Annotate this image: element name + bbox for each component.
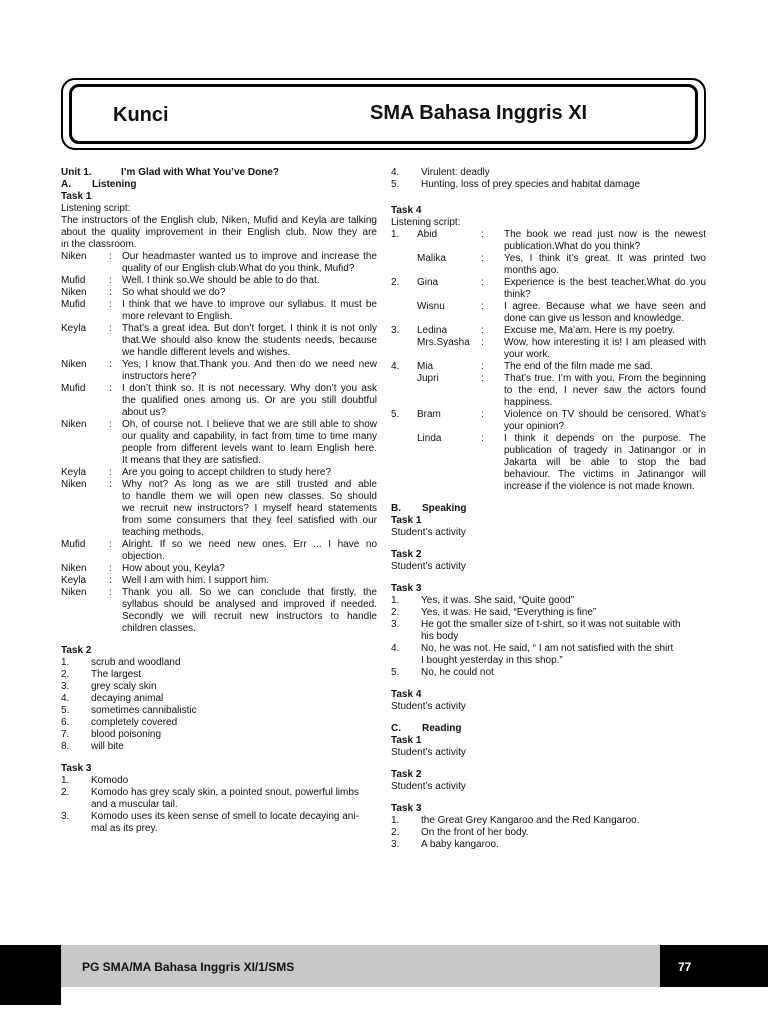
speaker-name: Niken	[61, 563, 87, 574]
speaker-name: Niken	[61, 479, 87, 490]
task-heading: Task 2	[61, 645, 92, 656]
colon: :	[109, 299, 112, 310]
dialogue-text	[122, 299, 377, 323]
dialogue-turn	[61, 575, 377, 587]
dialogue-turn	[61, 359, 377, 383]
dialogue-line: Yes, I know that.Thank you. And then do we need new	[122, 359, 377, 370]
item-number: 7.	[61, 729, 70, 740]
item-number: 4.	[391, 361, 400, 372]
task-answer: Student’s activity	[391, 781, 466, 792]
answer-list	[61, 657, 377, 753]
item-text	[421, 667, 706, 679]
speaker-name: Niken	[61, 419, 87, 430]
item-line: and a muscular tail.	[91, 799, 178, 810]
item-number: 1.	[61, 657, 70, 668]
dialogue-turn	[61, 539, 377, 563]
dialogue-line: It means that they are satisfied.	[122, 455, 261, 466]
task-answer: Student’s activity	[391, 561, 466, 572]
item-number: 3.	[61, 811, 70, 822]
speaker-name: Gina	[417, 277, 439, 288]
colon: :	[109, 419, 112, 430]
dialogue-turn	[391, 337, 706, 361]
dialogue-list	[61, 251, 377, 635]
answer-list	[61, 775, 377, 835]
colon: :	[109, 539, 112, 550]
dialogue-line: Well I am with him. I support him.	[122, 575, 270, 586]
dialogue-line: Yes, I think it’s great. It was printed two	[504, 253, 706, 264]
item-line: blood poisoning	[91, 729, 162, 740]
item-line: grey scaly skin	[91, 681, 157, 692]
intro-line: about the quality improvement in their English club. Now they are	[61, 227, 377, 238]
item-text	[91, 693, 377, 705]
dialogue-turn	[61, 563, 377, 575]
item-number: 1.	[391, 229, 400, 240]
dialogue-turn	[391, 409, 706, 433]
dialogue-line: your work.	[504, 349, 551, 360]
section-title: Speaking	[422, 503, 467, 514]
item-number: 1.	[391, 815, 400, 826]
dialogue-turn	[391, 361, 706, 373]
dialogue-turn	[391, 301, 706, 325]
dialogue-line: about us?	[122, 407, 166, 418]
dialogue-turn	[391, 373, 706, 409]
colon: :	[481, 337, 484, 348]
dialogue-turn	[391, 277, 706, 301]
dialogue-text	[504, 433, 706, 493]
item-text	[421, 607, 706, 619]
dialogue-text	[122, 563, 377, 575]
item-number: 3.	[391, 619, 400, 630]
list-item	[61, 717, 377, 729]
dialogue-line: people from different levels want to learn English here.	[122, 443, 377, 454]
list-item	[391, 839, 706, 851]
item-text	[421, 827, 706, 839]
item-text	[421, 643, 706, 667]
dialogue-text	[504, 301, 706, 325]
item-text	[91, 787, 377, 811]
item-number: 4.	[391, 167, 400, 178]
item-text	[91, 729, 377, 741]
dialogue-line: I think it depends on the purpose. The	[504, 433, 706, 444]
item-line: his body	[421, 631, 459, 642]
task-heading: Task 1	[391, 735, 422, 746]
task-heading: Task 3	[391, 803, 422, 814]
dialogue-line: The book we read just now is the newest	[504, 229, 706, 240]
colon: :	[481, 373, 484, 384]
dialogue-text	[504, 361, 706, 373]
task-heading: Task 2	[391, 549, 422, 560]
list-item	[391, 607, 706, 619]
item-text	[421, 839, 706, 851]
footer-page-block	[660, 945, 768, 987]
speaker-name: Niken	[61, 359, 87, 370]
header-right-title: SMA Bahasa Inggris XI	[370, 102, 588, 124]
task-heading: Task 4	[391, 205, 422, 216]
dialogue-line: I don’t think so. It is not necessary. Why don’t you ask	[122, 383, 377, 394]
dialogue-turn	[61, 323, 377, 359]
item-line: the Great Grey Kangaroo and the Red Kangaroo.	[421, 815, 640, 826]
item-number: 4.	[391, 643, 400, 654]
item-line: completely covered	[91, 717, 178, 728]
list-item	[391, 827, 706, 839]
dialogue-line: syllabus should be analysed and improved if needed.	[122, 599, 377, 610]
item-number: 1.	[391, 595, 400, 606]
colon: :	[481, 277, 484, 288]
list-item	[61, 775, 377, 787]
colon: :	[109, 383, 112, 394]
dialogue-line: our quality and capability, in fact from time to time many	[122, 431, 377, 442]
item-text	[421, 815, 706, 827]
item-line: sometimes cannibalistic	[91, 705, 197, 716]
item-text	[421, 167, 706, 179]
dialogue-line: increase if the violence is not made known.	[504, 481, 695, 492]
item-line: The largest	[91, 669, 142, 680]
dialogue-line: Why not? As long as we are still trusted and able	[122, 479, 377, 490]
item-line: I bought yesterday in this shop.”	[421, 655, 563, 666]
dialogue-turn	[61, 479, 377, 539]
speaker-name: Niken	[61, 287, 87, 298]
section-letter: A.	[61, 179, 71, 190]
item-number	[391, 337, 417, 361]
dialogue-line: Jakarta will be able to stop the bad	[504, 457, 706, 468]
dialogue-turn	[61, 419, 377, 467]
colon: :	[481, 361, 484, 372]
right-column	[391, 167, 706, 851]
dialogue-line: Well. I think so.We should be able to do that.	[122, 275, 320, 286]
item-text	[91, 741, 377, 753]
speaker-name: Mufid	[61, 539, 86, 550]
dialogue-line: to the end, I never saw the actors found	[504, 385, 706, 396]
speaker-name: Jupri	[417, 373, 439, 384]
list-item	[391, 619, 706, 643]
unit-label: Unit 1.	[61, 167, 92, 178]
dialogue-line: happiness.	[504, 397, 553, 408]
dialogue-turn	[61, 383, 377, 419]
colon: :	[481, 229, 484, 240]
item-line: decaying animal	[91, 693, 164, 704]
answer-list	[391, 167, 706, 191]
item-line: Komodo	[91, 775, 129, 786]
dialogue-line: Excuse me, Ma’am. Here is my poetry.	[504, 325, 675, 336]
colon: :	[481, 433, 484, 444]
list-item	[391, 179, 706, 191]
task-heading: Task 2	[391, 769, 422, 780]
dialogue-text	[504, 253, 706, 277]
colon: :	[109, 359, 112, 370]
colon: :	[109, 587, 112, 598]
list-item	[391, 667, 706, 679]
colon: :	[109, 287, 112, 298]
dialogue-line: we handle different levels and wishes.	[122, 347, 291, 358]
dialogue-line: Experience is the best teacher.What do you	[504, 277, 706, 288]
task-heading: Task 3	[391, 583, 422, 594]
dialogue-turn	[61, 275, 377, 287]
dialogue-line: publication.What do you think?	[504, 241, 641, 252]
task-answer: Student’s activity	[391, 747, 466, 758]
task-heading: Task 3	[61, 763, 92, 774]
dialogue-text	[122, 323, 377, 359]
dialogue-text	[122, 467, 377, 479]
script-label: Listening script:	[61, 203, 131, 214]
dialogue-text	[122, 251, 377, 275]
dialogue-turn	[391, 325, 706, 337]
speaker-name: Niken	[61, 587, 87, 598]
dialogue-turn	[61, 251, 377, 275]
section-b-heading	[391, 503, 706, 515]
dialogue-line: Thank you all. So we can conclude that firstly, the	[122, 587, 377, 598]
dialogue-line: Secondly we will recruit new instructors to handle	[122, 611, 377, 622]
dialogue-line: That’s a great idea. But don’t forget. I think it is not only	[122, 323, 377, 334]
speaker-name: Keyla	[61, 575, 87, 586]
item-number: 5.	[391, 409, 400, 420]
header-left-title: Kunci	[113, 104, 169, 126]
item-number	[391, 373, 417, 409]
section-a-heading	[61, 179, 377, 191]
section-letter: C.	[391, 723, 401, 734]
dialogue-text	[122, 275, 377, 287]
item-number: 2.	[391, 277, 400, 288]
script-label: Listening script:	[391, 217, 461, 228]
dialogue-text	[122, 359, 377, 383]
colon: :	[481, 325, 484, 336]
list-item	[61, 787, 377, 811]
item-text	[421, 595, 706, 607]
unit-title: I’m Glad with What You’ve Done?	[121, 167, 279, 178]
colon: :	[109, 575, 112, 586]
list-item	[61, 669, 377, 681]
speaker-name: Mufid	[61, 299, 86, 310]
item-line: No, he could not	[421, 667, 494, 678]
item-text	[421, 619, 706, 643]
colon: :	[109, 563, 112, 574]
list-item	[391, 815, 706, 827]
dialogue-line: objection.	[122, 551, 165, 562]
dialogue-line: Are you going to accept children to study here?	[122, 467, 332, 478]
dialogue-line: behaviour. The victims in Jatinangor will	[504, 469, 706, 480]
dialogue-line: teaching methods.	[122, 527, 204, 538]
item-number: 2.	[61, 787, 70, 798]
list-item	[61, 729, 377, 741]
speaker-name: Mufid	[61, 383, 86, 394]
intro-line: in the classroom.	[61, 239, 137, 250]
item-line: will bite	[91, 741, 124, 752]
colon: :	[109, 251, 112, 262]
page-number: 77	[678, 960, 692, 974]
dialogue-line: we recruit new instructors? I myself heard statements	[122, 503, 377, 514]
dialogue-line: Oh, of course not. I believe that we are still able to show	[122, 419, 377, 430]
dialogue-text	[122, 479, 377, 539]
item-number	[391, 301, 417, 325]
dialogue-line: Alright. If so we need new ones. Err ... I have no	[122, 539, 377, 550]
dialogue-line: months ago.	[504, 265, 560, 276]
section-letter: B.	[391, 503, 401, 514]
dialogue-text	[504, 325, 706, 337]
dialogue-text	[122, 575, 377, 587]
speaker-name: Bram	[417, 409, 441, 420]
item-text	[91, 657, 377, 669]
dialogue-turn	[391, 253, 706, 277]
item-line: Yes, it was. She said, “Quite good”	[421, 595, 575, 606]
speaker-name: Niken	[61, 251, 87, 262]
item-line: A baby kangaroo.	[421, 839, 499, 850]
item-number: 3.	[61, 681, 70, 692]
answer-list	[391, 595, 706, 679]
dialogue-turn	[61, 467, 377, 479]
item-line: He got the smaller size of t-shirt, so it was not suitable with	[421, 619, 681, 630]
item-text	[91, 775, 377, 787]
speaker-name: Mrs.Syasha	[417, 337, 470, 348]
footer-title: PG SMA/MA Bahasa Inggris XI/1/SMS	[82, 960, 295, 974]
item-number: 6.	[61, 717, 70, 728]
header-inner-frame	[69, 84, 698, 144]
dialogue-line: So what should we do?	[122, 287, 226, 298]
footer-left-block	[0, 945, 61, 1005]
dialogue-line: your opinion?	[504, 421, 565, 432]
dialogue-line: The end of the film made me sad.	[504, 361, 653, 372]
dialogue-text	[504, 337, 706, 361]
item-number: 2.	[391, 827, 400, 838]
dialogue-line: think?	[504, 289, 531, 300]
item-line: No, he was not. He said, “ I am not satisfied with the shirt	[421, 643, 674, 654]
dialogue-line: more relevant to English.	[122, 311, 233, 322]
dialogue-text	[504, 277, 706, 301]
dialogue-line: from some consumers that they feel satisfied with our	[122, 515, 377, 526]
list-item	[391, 643, 706, 667]
item-number	[391, 253, 417, 277]
item-line: Komodo uses its keen sense of smell to locate decaying ani-	[91, 811, 359, 822]
dialogue-text	[504, 229, 706, 253]
colon: :	[109, 323, 112, 334]
list-item	[61, 657, 377, 669]
dialogue-text	[122, 383, 377, 419]
dialogue-turn	[61, 287, 377, 299]
item-text	[91, 811, 377, 835]
intro-paragraph	[61, 215, 377, 251]
dialogue-turn	[391, 433, 706, 493]
dialogue-list	[391, 229, 706, 493]
item-number: 5.	[61, 705, 70, 716]
dialogue-line: quality of our English club.What do you think, Mufid?	[122, 263, 355, 274]
item-text	[91, 717, 377, 729]
task-heading: Task 4	[391, 689, 422, 700]
item-text	[91, 669, 377, 681]
speaker-name: Mufid	[61, 275, 86, 286]
speaker-name: Malika	[417, 253, 446, 264]
colon: :	[481, 301, 484, 312]
task-answer: Student’s activity	[391, 701, 466, 712]
list-item	[391, 595, 706, 607]
item-text	[91, 681, 377, 693]
item-number: 3.	[391, 325, 400, 336]
colon: :	[109, 275, 112, 286]
item-line: scrub and woodland	[91, 657, 181, 668]
speaker-name: Abid	[417, 229, 438, 240]
dialogue-text	[122, 287, 377, 299]
dialogue-text	[122, 539, 377, 563]
item-number: 4.	[61, 693, 70, 704]
item-text	[91, 705, 377, 717]
dialogue-line: publication of tragedy in Jatinangor or in	[504, 445, 706, 456]
item-number: 2.	[391, 607, 400, 618]
item-text	[421, 179, 706, 191]
list-item	[61, 705, 377, 717]
item-line: Hunting, loss of prey species and habitat damage	[421, 179, 641, 190]
colon: :	[109, 479, 112, 490]
dialogue-turn	[61, 587, 377, 635]
dialogue-line: I agree. Because what we have seen and	[504, 301, 706, 312]
dialogue-line: Violence on TV should be censored. What’s	[504, 409, 706, 420]
speaker-name: Keyla	[61, 467, 87, 478]
dialogue-turn	[391, 229, 706, 253]
task-answer: Student’s activity	[391, 527, 466, 538]
speaker-name: Ledina	[417, 325, 448, 336]
dialogue-line: to handle them we will open new classes. So should	[122, 491, 377, 502]
dialogue-line: How about you, Keyla?	[122, 563, 225, 574]
dialogue-text	[122, 587, 377, 635]
section-title: Reading	[422, 723, 462, 734]
speaker-name: Wisnu	[417, 301, 445, 312]
dialogue-line: done can give us lesson and knowledge.	[504, 313, 685, 324]
dialogue-line: that.We should also know the students needs, because	[122, 335, 377, 346]
dialogue-line: Wow, how interesting it is! I am pleased with	[504, 337, 706, 348]
task-heading: Task 1	[391, 515, 422, 526]
dialogue-line: I think that we have to improve our syllabus. It must be	[122, 299, 377, 310]
section-c-heading	[391, 723, 706, 735]
list-item	[61, 681, 377, 693]
item-number: 8.	[61, 741, 70, 752]
dialogue-line: children classes.	[122, 623, 196, 634]
dialogue-line: That’s true. I’m with you. From the beginning	[504, 373, 706, 384]
dialogue-line: the qualified ones among us. Or are you still doubtful	[122, 395, 377, 406]
item-number: 5.	[391, 667, 400, 678]
dialogue-line: instructors here?	[122, 371, 197, 382]
task-heading: Task 1	[61, 191, 92, 202]
speaker-name: Mia	[417, 361, 434, 372]
dialogue-line: Our headmaster wanted us to improve and increase the	[122, 251, 377, 262]
item-number: 1.	[61, 775, 70, 786]
item-number	[391, 433, 417, 493]
item-line: Yes, it was. He said, “Everything is fine”	[421, 607, 597, 618]
answer-list	[391, 815, 706, 851]
intro-line: The instructors of the English club, Niken, Mufid and Keyla are talking	[61, 215, 377, 226]
list-item	[61, 811, 377, 835]
colon: :	[481, 253, 484, 264]
item-number: 2.	[61, 669, 70, 680]
item-number: 5.	[391, 179, 400, 190]
item-line: Virulent: deadly	[421, 167, 490, 178]
dialogue-text	[504, 409, 706, 433]
left-column	[61, 167, 377, 835]
speaker-name: Keyla	[61, 323, 87, 334]
item-line: mal as its prey.	[91, 823, 158, 834]
item-line: Komodo has grey scaly skin, a pointed snout, powerful limbs	[91, 787, 359, 798]
unit-heading	[61, 167, 377, 179]
list-item	[61, 741, 377, 753]
dialogue-text	[504, 373, 706, 409]
list-item	[391, 167, 706, 179]
section-title: Listening	[92, 179, 137, 190]
dialogue-turn	[61, 299, 377, 323]
colon: :	[109, 467, 112, 478]
speaker-name: Linda	[417, 433, 442, 444]
list-item	[61, 693, 377, 705]
dialogue-text	[122, 419, 377, 467]
item-line: On the front of her body.	[421, 827, 529, 838]
header-frame	[61, 78, 706, 150]
item-number: 3.	[391, 839, 400, 850]
colon: :	[481, 409, 484, 420]
